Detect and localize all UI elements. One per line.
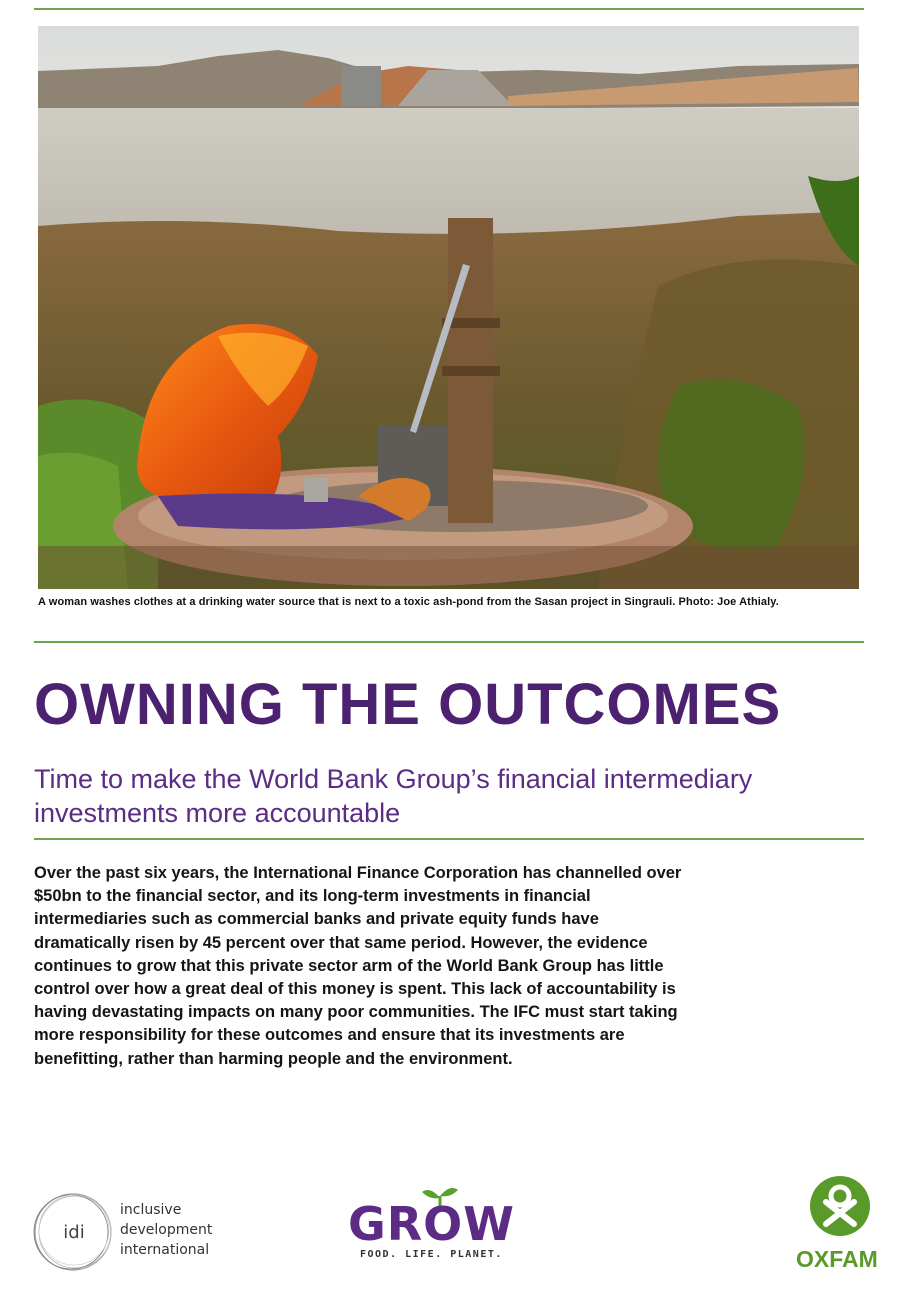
oxfam-word: OXFAM — [796, 1246, 878, 1272]
idi-line-1: inclusive — [120, 1202, 182, 1218]
idi-name — [120, 1200, 212, 1260]
document-title: OWNING THE OUTCOMES — [34, 672, 782, 737]
idi-line-3: international — [120, 1242, 210, 1258]
summary-paragraph: Over the past six years, the International Finance Corporation has channelled over $50bn to the financial sector, and its long-term investments in financial intermediaries such as commercial banks and private equity funds have dramatically risen by 45 percent over that same period. However, the evidence continues to grow that this private sector arm of the World Bank Group has little control over how a great deal of this money is spent. This lack of accountability is having devastating impacts on many poor communities. The IFC must start taking more responsibility for these outcomes and ensure that its investments are benefitting, rather than harming people and the environment. — [34, 864, 682, 1068]
grow-word: GROW — [348, 1197, 516, 1251]
idi-abbr: idi — [63, 1222, 85, 1243]
subtitle-rule — [34, 838, 864, 840]
idi-circles-icon — [30, 1190, 120, 1274]
oxfam-logo — [790, 1176, 890, 1276]
top-rule — [34, 8, 864, 10]
document-subtitle: Time to make the World Bank Group’s financial intermediary investments more accountable — [34, 764, 753, 828]
idi-logo — [30, 1190, 250, 1274]
oxfam-icon — [808, 1176, 872, 1240]
grow-logo — [348, 1186, 518, 1266]
caption-rule — [34, 641, 864, 643]
idi-line-2: development — [120, 1222, 213, 1238]
photo-caption: A woman washes clothes at a drinking water source that is next to a toxic ash-pond from the Sasan project in Singrauli. Photo: Joe Athialy. — [38, 596, 779, 608]
grow-tagline: FOOD. LIFE. PLANET. — [360, 1249, 503, 1260]
cover-photo — [38, 26, 859, 589]
